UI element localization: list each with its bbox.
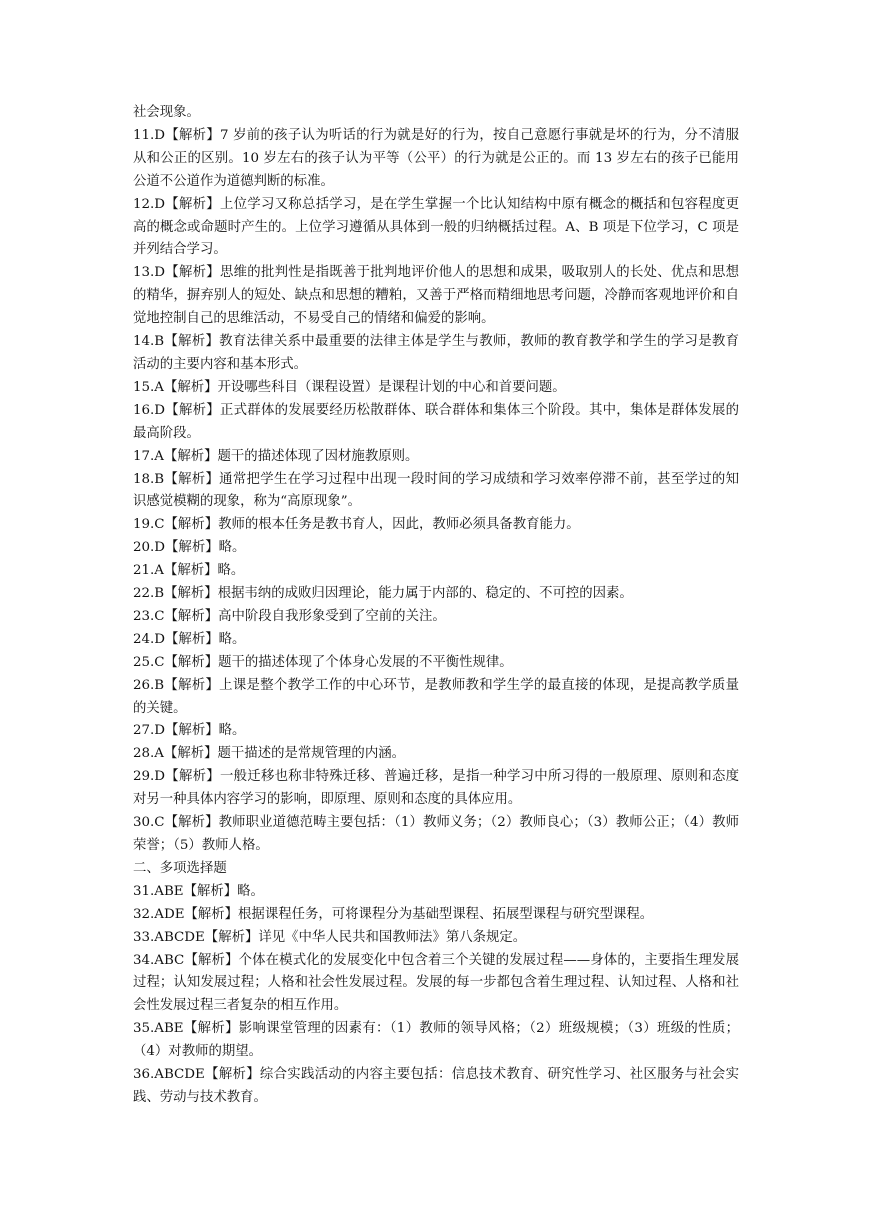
answer-17: 17.A【解析】题干的描述体现了因材施教原则。 — [133, 448, 419, 464]
answer-34: 34.ABC【解析】个体在模式化的发展变化中包含着三个关键的发展过程——身体的，主要指生理发展过程；认知发展过程；人格和社会性发展过程。发展的每一步都包含着生理过程、认知过程、人格和社会性发展过程三者复杂的相互作用。 — [133, 952, 739, 1014]
answer-36: 36.ABCDE【解析】综合实践活动的内容主要包括：信息技术教育、研究性学习、社区服务与社会实践、劳动与技术教育。 — [133, 1067, 739, 1105]
answer-15: 15.A【解析】开设哪些科目（课程设置）是课程计划的中心和首要问题。 — [133, 379, 566, 395]
answer-22: 22.B【解析】根据韦纳的成败归因理论，能力属于内部的、稳定的、不可控的因素。 — [133, 586, 633, 602]
answer-35: 35.ABE【解析】影响课堂管理的因素有：（1）教师的领导风格；（2）班级规模；（3）班级的性质；（4）对教师的期望。 — [133, 1021, 739, 1060]
answer-32: 32.ADE【解析】根据课程任务，可将课程分为基础型课程、拓展型课程与研究型课程。 — [133, 906, 654, 922]
answer-20: 20.D【解析】略。 — [133, 540, 246, 556]
answer-27: 27.D【解析】略。 — [133, 723, 246, 739]
paragraph-continuation: 社会现象。 — [133, 105, 200, 120]
answer-30: 30.C【解析】教师职业道德范畴主要包括：（1）教师义务；（2）教师良心；（3）教师公正；（4）教师荣誉；（5）教师人格。 — [133, 815, 739, 853]
answer-12: 12.D【解析】上位学习又称总括学习，是在学生掌握一个比认知结构中原有概念的概括和包容程度更高的概念或命题时产生的。上位学习遵循从具体到一般的归纳概括过程。A、B 项是下位学习，C 项是并列结合学习。 — [133, 196, 739, 258]
answer-16: 16.D【解析】正式群体的发展要经历松散群体、联合群体和集体三个阶段。其中，集体是群体发展的最高阶段。 — [133, 402, 739, 441]
answer-31: 31.ABE【解析】略。 — [133, 883, 264, 899]
answer-24: 24.D【解析】略。 — [133, 631, 246, 647]
answer-19: 19.C【解析】教师的根本任务是教书育人，因此，教师必须具备教育能力。 — [133, 517, 580, 533]
section-heading-multiple-choice: 二、多项选择题 — [133, 860, 227, 876]
answer-21: 21.A【解析】略。 — [133, 563, 245, 579]
answer-25: 25.C【解析】题干的描述体现了个体身心发展的不平衡性规律。 — [133, 654, 513, 670]
answer-23: 23.C【解析】高中阶段自我形象受到了空前的关注。 — [133, 608, 446, 624]
answer-28: 28.A【解析】题干描述的是常规管理的内涵。 — [133, 746, 405, 762]
answer-13: 13.D【解析】思维的批判性是指既善于批判地评价他人的思想和成果，吸取别人的长处、优点和思想的精华，摒弃别人的短处、缺点和思想的糟粕，又善于严格而精细地思考问题，冷静而客观地评价和自觉地控制自己的思维活动，不易受自己的情绪和偏爱的影响。 — [133, 265, 739, 327]
answer-18: 18.B【解析】通常把学生在学习过程中出现一段时间的学习成绩和学习效率停滞不前，甚至学过的知识感觉模糊的现象，称为“高原现象”。 — [133, 471, 739, 510]
answer-11: 11.D【解析】7 岁前的孩子认为听话的行为就是好的行为，按自己意愿行事就是坏的行为，分不清服从和公正的区别。10 岁左右的孩子认为平等（公平）的行为就是公正的。而 13 岁左右的孩子已能用公道不公道作为道德判断的标准。 — [133, 127, 739, 189]
answer-explanation-page — [133, 102, 739, 1110]
answer-29: 29.D【解析】一般迁移也称非特殊迁移、普遍迁移，是指一种学习中所习得的一般原理、原则和态度对另一种具体内容学习的影响，即原理、原则和态度的具体应用。 — [133, 769, 739, 808]
answer-26: 26.B【解析】上课是整个教学工作的中心环节，是教师教和学生学的最直接的体现，是提高教学质量的关键。 — [133, 677, 739, 716]
answer-33: 33.ABCDE【解析】详见《中华人民共和国教师法》第八条规定。 — [133, 929, 527, 945]
answer-14: 14.B【解析】教育法律关系中最重要的法律主体是学生与教师，教师的教育教学和学生的学习是教育活动的主要内容和基本形式。 — [133, 334, 739, 372]
